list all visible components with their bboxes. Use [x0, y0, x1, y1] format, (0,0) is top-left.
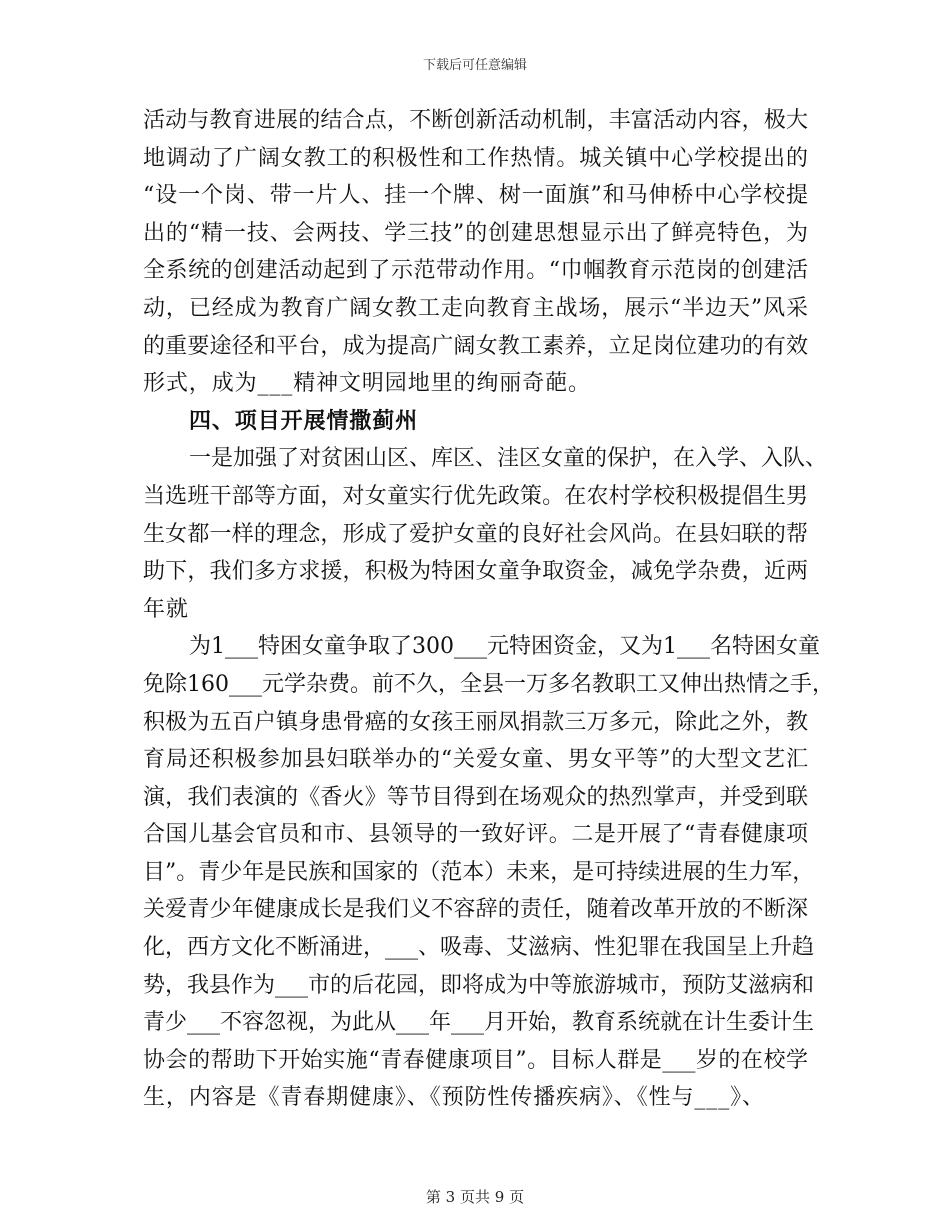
paragraph-line: 动，已经成为教育广阔女教工走向教育主战场，展示“半边天”风采: [143, 295, 808, 321]
paragraph-line: 全系统的创建活动起到了示范带动作用。“巾帼教育示范岗的创建活: [143, 258, 808, 284]
paragraph-line: 青少___不容忽视，为此从___年___月开始，教育系统就在计生委计生: [143, 1010, 815, 1036]
section-heading: 四、项目开展情撒蓟州: [189, 407, 419, 434]
paragraph-line: 年就: [143, 596, 189, 622]
paragraph-line: 育局还积极参加县妇联举办的“关爱女童、男女平等”的大型文艺汇: [143, 747, 808, 773]
paragraph-line: 出的“精一技、会两技、学三技”的创建思想显示出了鲜亮特色，为: [143, 220, 808, 246]
paragraph-line: 积极为五百户镇身患骨癌的女孩王丽凤捐款三万多元，除此之外，教: [143, 709, 808, 735]
paragraph-line: “设一个岗、带一片人、挂一个牌、树一面旗”和马伸桥中心学校提: [143, 183, 808, 209]
paragraph-line: 演，我们表演的《香火》等节目得到在场观众的热烈掌声，并受到联: [143, 784, 808, 810]
page-header: 下载后可任意编辑: [422, 58, 527, 73]
paragraph-line: 活动与教育进展的结合点，不断创新活动机制，丰富活动内容，极大: [143, 108, 808, 133]
paragraph-line: 目”。青少年是民族和国家的（范本）未来，是可持续进展的生力军，: [143, 859, 815, 885]
paragraph-line: 关爱青少年健康成长是我们义不容辞的责任，随着改革开放的不断深: [143, 897, 808, 923]
paragraph-line: 为1___特困女童争取了300___元特困资金，又为1___名特困女童: [189, 634, 820, 660]
paragraph-line: 合国儿基会官员和市、县领导的一致好评。二是开展了“青春健康项: [143, 822, 808, 848]
paragraph-line: 免除160___元学杂费。前不久，全县一万多名教职工又伸出热情之手，: [143, 671, 834, 697]
paragraph-line: 生，内容是《青春期健康》、《预防性传播疾病》、《性与___》、: [143, 1085, 765, 1111]
document-body: [143, 102, 834, 1117]
page-number-footer: 第 3 页共 9 页: [425, 1188, 525, 1206]
paragraph-line: 协会的帮助下开始实施“青春健康项目”。目标人群是___岁的在校学: [143, 1047, 808, 1073]
paragraph-line: 形式，成为___精神文明园地里的绚丽奇葩。: [143, 371, 591, 397]
paragraph-line: 一是加强了对贫困山区、库区、洼区女童的保护，在入学、入队、: [189, 446, 828, 472]
paragraph-line: 地调动了广阔女教工的积极性和工作热情。城关镇中心学校提出的: [143, 145, 808, 171]
paragraph-line: 助下，我们多方求援，积极为特困女童争取资金，减免学杂费，近两: [143, 559, 808, 585]
paragraph-line: 化，西方文化不断涌进，___、吸毒、艾滋病、性犯罪在我国呈上升趋: [143, 935, 815, 961]
paragraph-line: 势，我县作为___市的后花园，即将成为中等旅游城市，预防艾滋病和: [143, 972, 815, 998]
paragraph-line: 当选班干部等方面，对女童实行优先政策。在农村学校积极提倡生男: [143, 483, 808, 509]
paragraph-line: 的重要途径和平台，成为提高广阔女教工素养，立足岗位建功的有效: [143, 333, 808, 359]
paragraph-line: 生女都一样的理念，形成了爱护女童的良好社会风尚。在县妇联的帮: [143, 521, 808, 547]
